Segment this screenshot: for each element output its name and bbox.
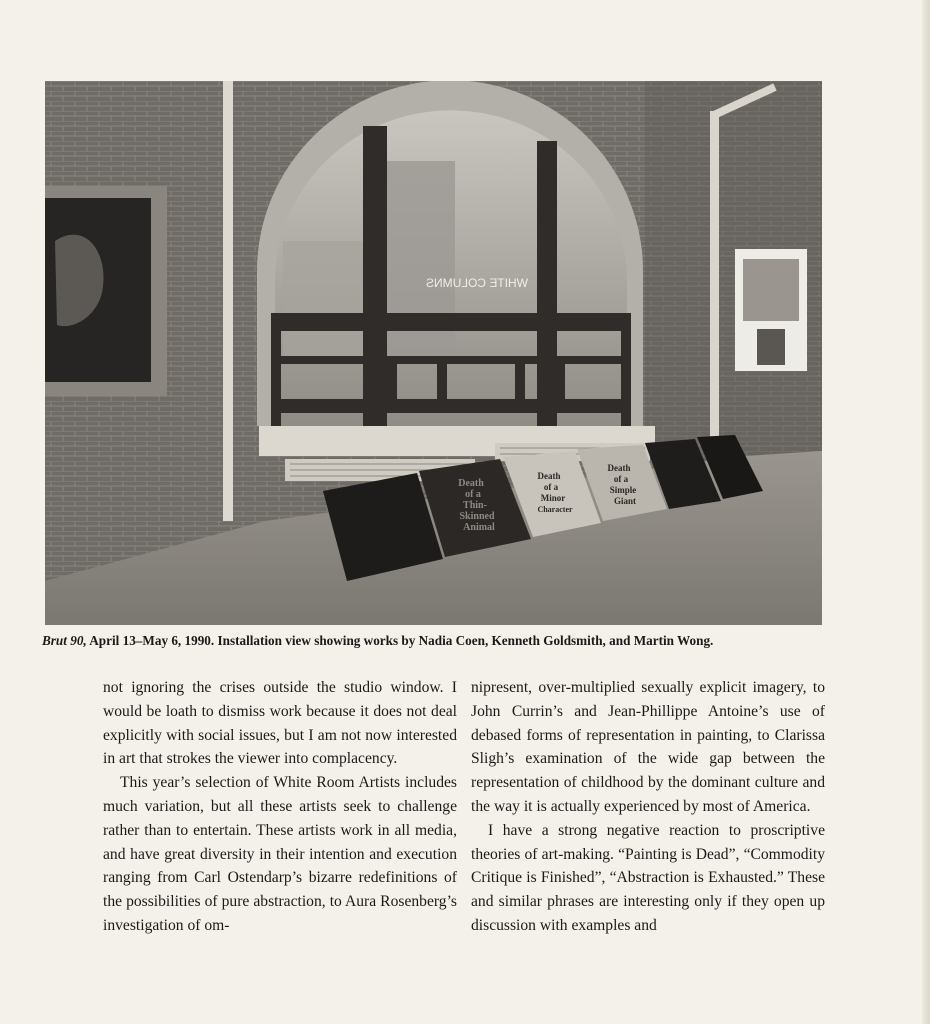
paragraph: I have a strong negative reaction to proscriptive theories of art-making. “Painting is Dead”, “Commodity Critique is Finished”, “Abstraction is Exhausted.” These and similar phrases are interesting only if they open up discussion with examples and [471, 821, 825, 934]
caption-text: April 13–May 6, 1990. Installation view showing works by Nadia Coen, Kenneth Goldsmith, and Martin Wong. [86, 633, 714, 648]
svg-text:Giant: Giant [613, 496, 637, 506]
caption-title: Brut 90, [42, 633, 87, 648]
svg-text:Death: Death [537, 471, 561, 481]
window-lettering: WHITE COLUMNS [426, 276, 528, 290]
svg-text:Simple: Simple [609, 485, 637, 495]
paragraph: nipresent, over-multiplied sexually explicit imagery, to John Currin’s and Jean-Phillippe Antoine’s use of debased forms of representation in painting, to Clarissa Sligh’s examination of the wide gap between the representation of childhood by the dominant culture and the way it is actually experienced by most of America. [471, 679, 825, 815]
paragraph: This year’s selection of White Room Artists includes much variation, but all these artists seek to challenge rather than to entertain. These artists work in all media, and have great diversity in their intention and execution ranging from Carl Ostendarp’s bizarre redefinitions of the possibilities of pure abstraction, to Aura Rosenberg’s investigation of om- [103, 774, 457, 934]
photo-caption [42, 633, 862, 649]
installation-photo [45, 81, 822, 625]
svg-text:Death: Death [458, 478, 484, 489]
body-column-left [103, 676, 457, 938]
svg-text:Animal: Animal [463, 522, 495, 533]
svg-text:Minor: Minor [540, 493, 566, 503]
page-edge [922, 0, 930, 1024]
svg-text:Skinned: Skinned [459, 511, 495, 522]
svg-text:Thin-: Thin- [463, 500, 487, 511]
svg-text:of a: of a [543, 482, 559, 492]
paragraph: not ignoring the crises outside the studio window. I would be loath to dismiss work because it does not deal explicitly with social issues, but I am not now interested in art that strokes the viewer into complacency. [103, 679, 457, 768]
body-column-right [471, 676, 825, 938]
svg-text:of a: of a [465, 489, 481, 500]
svg-text:Character: Character [537, 505, 573, 514]
svg-text:Death: Death [607, 463, 631, 473]
svg-text:of a: of a [613, 474, 629, 484]
